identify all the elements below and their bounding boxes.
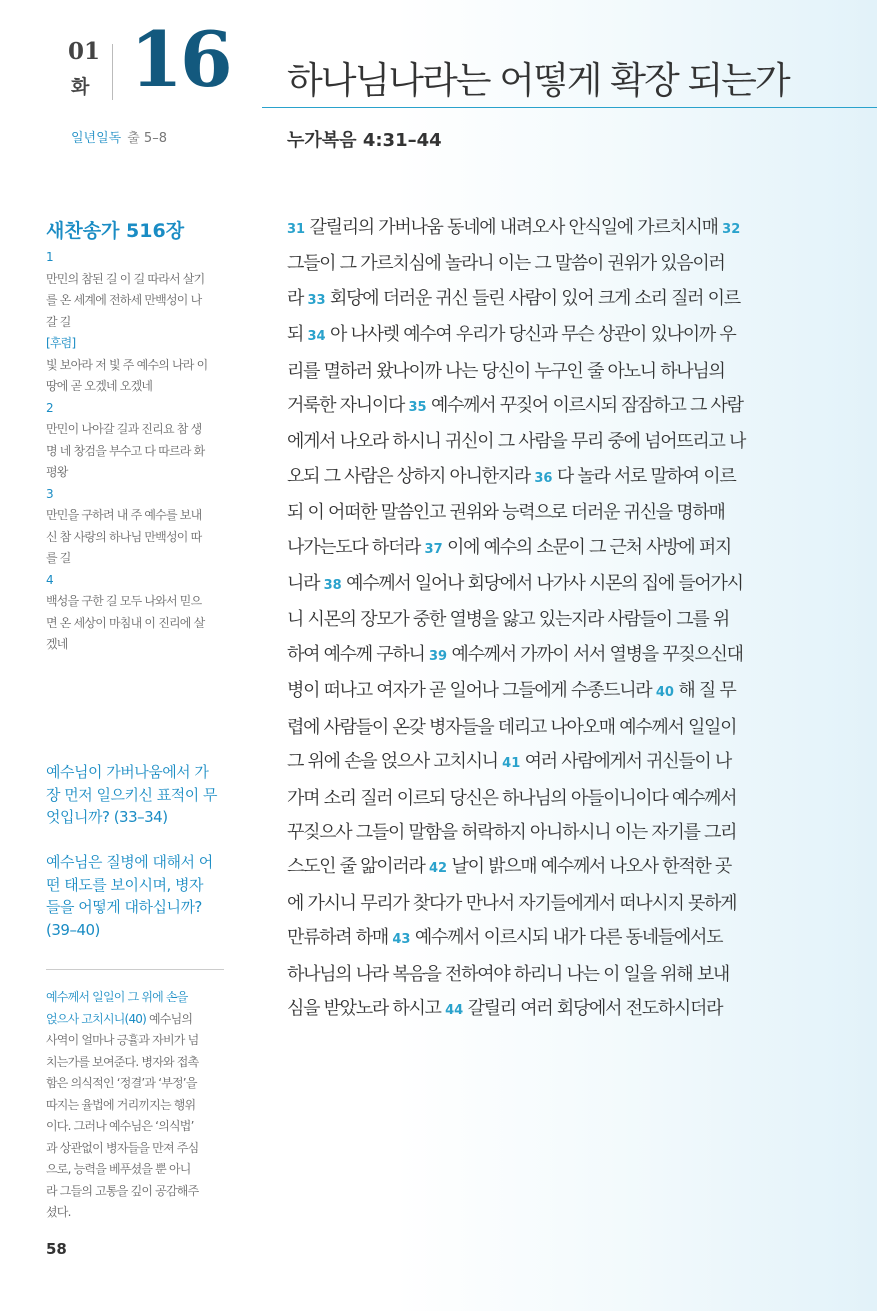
- verse-number: 34: [307, 329, 326, 345]
- text-segment: 심을 받았노라 하시고: [287, 997, 446, 1019]
- scripture-line: [287, 425, 792, 459]
- text-segment: 리를 멸하러 왔나이까 나는 당신이 누구인 줄 아노니 하나님의: [287, 360, 725, 382]
- yearly-reading-label: 일년일독: [71, 131, 122, 146]
- scripture-line: [287, 318, 792, 354]
- date-divider: [112, 44, 113, 100]
- scripture-line: [287, 355, 792, 389]
- question-line: 엇입니까? (33–34): [46, 808, 168, 826]
- text-segment: 갈릴리 여러 회당에서 전도하시더라: [463, 997, 723, 1019]
- question-line: 예수님은 질병에 대해서 어: [46, 853, 213, 871]
- text-segment: 나가는도다 하더라: [287, 536, 425, 558]
- question-line: 예수님이 가버나움에서 가: [46, 763, 209, 781]
- text-segment: 하여 예수께 구하니: [287, 643, 429, 665]
- scripture-line: [287, 389, 792, 425]
- stanza-number: [후렴]: [46, 336, 76, 350]
- yearly-reading: [71, 127, 167, 146]
- scripture-line: [287, 958, 792, 992]
- text-segment: 에 가시니 무리가 찾다가 만나서 자기들에게서 떠나시지 못하게: [287, 892, 737, 914]
- scripture-line: [287, 782, 792, 816]
- hymn-line: [46, 269, 226, 291]
- hymn-line: [46, 462, 226, 484]
- scripture-line: [287, 496, 792, 530]
- text-segment: 겠네: [46, 637, 68, 651]
- hymn-line: [46, 398, 226, 420]
- text-segment: 평왕: [46, 465, 68, 479]
- verse-number: 33: [307, 292, 326, 308]
- text-segment: 만민을 구하려 내 주 예수를 보내: [46, 508, 202, 522]
- text-segment: 사역이 얼마나 긍휼과 자비가 넘: [46, 1033, 199, 1047]
- sidebar-divider: [46, 969, 224, 970]
- hymn-line: [46, 591, 226, 613]
- yearly-reading-value: 출 5–8: [127, 131, 167, 146]
- question-line: 들을 어떻게 대하십니까?: [46, 898, 202, 916]
- hymn-line: [46, 376, 226, 398]
- verse-number: 43: [392, 932, 411, 948]
- text-segment: 그 위에 손을 얹으사 고치시니: [287, 751, 503, 773]
- text-segment: 빛 보아라 저 빛 주 예수의 나라 이: [46, 357, 208, 372]
- text-segment: 예수께서 이르시되 내가 다른 동네들에서도: [410, 927, 723, 949]
- text-segment: 꾸짖으사 그들이 말함을 허락하지 아니하시니 이는 자기를 그리: [287, 821, 737, 843]
- text-segment: 오되 그 사람은 상하지 아니한지라: [287, 465, 535, 487]
- verse-number: 40: [655, 685, 674, 701]
- commentary-line: [46, 1009, 226, 1031]
- hymn-line: [46, 441, 226, 463]
- hymn-title: 새찬송가 516장: [46, 220, 185, 242]
- text-segment: 예수님의: [146, 1011, 193, 1026]
- question-1: [46, 761, 228, 829]
- text-segment: 라 그들의 고통을 깊이 공감해주: [46, 1183, 199, 1198]
- verse-number: 31: [287, 222, 306, 237]
- hymn-line: [46, 548, 226, 570]
- text-segment: 으로, 능력을 베푸셨을 뿐 아니: [46, 1162, 191, 1176]
- verse-number: 44: [445, 1002, 464, 1018]
- scripture-line: [287, 247, 792, 281]
- hymn-line: [46, 505, 226, 527]
- text-segment: 함은 의식적인 ‘정결’과 ‘부정’을: [46, 1076, 197, 1090]
- hymn-line: [46, 419, 226, 441]
- highlight-text: 예수께서 일일이 그 위에 손을: [46, 990, 188, 1004]
- commentary-line: [46, 1116, 226, 1138]
- scripture-line: [287, 887, 792, 921]
- text-segment: 예수께서 일어나 회당에서 나가사 시몬의 집에 들어가시: [341, 573, 743, 595]
- hymn-line: [46, 312, 226, 334]
- verse-number: 32: [722, 222, 741, 237]
- page-title: 하나님나라는 어떻게 확장 되는가: [287, 59, 789, 102]
- commentary-line: [46, 1052, 226, 1074]
- text-segment: 렵에 사람들이 온갖 병자들을 데리고 나아오매 예수께서 일일이: [287, 716, 737, 738]
- hymn-line: [46, 484, 226, 506]
- verse-number: 37: [424, 541, 443, 557]
- header-divider: [262, 107, 877, 108]
- text-segment: 따지는 율법에 거리끼지는 행위: [46, 1097, 196, 1112]
- text-segment: 되 이 어떠한 말씀인고 권위와 능력으로 더러운 귀신을 명하매: [287, 502, 725, 524]
- scripture-line: [287, 603, 792, 637]
- text-segment: 그들이 그 가르치심에 놀라니 이는 그 말씀이 권위가 있음이러: [287, 253, 725, 275]
- stanza-number: 1: [46, 250, 53, 264]
- verse-number: 35: [408, 400, 427, 416]
- text-segment: 를 온 세계에 전하세 만백성이 나: [46, 293, 202, 307]
- commentary-line: [46, 1073, 226, 1095]
- text-segment: 이에 예수의 소문이 그 근처 사방에 퍼지: [442, 536, 731, 558]
- verse-number: 38: [323, 578, 342, 594]
- text-segment: 과 상관없이 병자들을 만져 주심: [46, 1140, 199, 1155]
- stanza-number: 4: [46, 572, 53, 587]
- commentary-line: [46, 1202, 226, 1224]
- hymn-line: [46, 333, 226, 355]
- text-segment: 하나님의 나라 복음을 전하여야 하리니 나는 이 일을 위해 보내: [287, 963, 729, 985]
- commentary-line: [46, 1030, 226, 1052]
- text-segment: 치는가를 보여준다. 병자와 접촉: [46, 1054, 199, 1069]
- text-segment: 만민의 참된 길 이 길 따라서 살기: [46, 271, 205, 286]
- scripture-line: [287, 638, 792, 674]
- text-segment: 백성을 구한 길 모두 나와서 믿으: [46, 594, 202, 608]
- text-segment: 갈 길: [46, 314, 71, 329]
- text-segment: 다 놀라 서로 말하여 이르: [552, 465, 736, 487]
- text-segment: 명 네 창검을 부수고 다 따르라 화: [46, 443, 205, 458]
- scripture-line: [287, 816, 792, 850]
- text-segment: 병이 떠나고 여자가 곧 일어나 그들에게 수종드니라: [287, 680, 656, 702]
- hymn-line: [46, 355, 226, 377]
- question-2: [46, 851, 228, 941]
- commentary-line: [46, 1159, 226, 1181]
- hymn-line: [46, 247, 226, 269]
- text-segment: 아 나사렛 예수여 우리가 당신과 무슨 상관이 있나이까 우: [325, 324, 736, 346]
- text-segment: 스도인 줄 앎이러라: [287, 856, 429, 878]
- text-segment: 갈릴리의 가버나움 동네에 내려오사 안식일에 가르치시매: [305, 217, 723, 238]
- text-segment: 라: [287, 287, 308, 309]
- scripture-line: [287, 531, 792, 567]
- hymn-line: [46, 634, 226, 656]
- date-day: 16: [130, 15, 230, 104]
- text-segment: 해 질 무: [673, 680, 736, 702]
- commentary: [46, 987, 226, 1224]
- text-segment: 회당에 더러운 귀신 들린 사람이 있어 크게 소리 질러 이르: [325, 287, 740, 309]
- verse-number: 41: [502, 756, 521, 772]
- text-segment: 만민이 나아갈 길과 진리요 참 생: [46, 422, 202, 436]
- commentary-line: [46, 987, 226, 1009]
- text-segment: 면 온 세상이 마침내 이 진리에 살: [46, 615, 205, 630]
- text-segment: 신 참 사랑의 하나님 만백성이 따: [46, 529, 202, 544]
- hymn-line: [46, 290, 226, 312]
- scripture-line: [287, 674, 792, 710]
- stanza-number: 2: [46, 400, 53, 415]
- question-line: (39–40): [46, 920, 100, 939]
- commentary-line: [46, 1138, 226, 1160]
- text-segment: 예수께서 가까이 서서 열병을 꾸짖으신대: [447, 643, 743, 665]
- highlight-text: 얹으사 고치시니(40): [46, 1011, 146, 1026]
- verse-number: 36: [534, 470, 553, 486]
- scripture-line: [287, 567, 792, 603]
- commentary-line: [46, 1095, 226, 1117]
- text-segment: 만류하려 하매: [287, 927, 393, 949]
- text-segment: 니 시몬의 장모가 중한 열병을 앓고 있는지라 사람들이 그를 위: [287, 609, 729, 631]
- text-segment: 되: [287, 324, 308, 346]
- text-segment: 이다. 그러나 예수님은 ‘의식법’: [46, 1119, 194, 1133]
- scripture-line: [287, 992, 792, 1028]
- scripture-line: [287, 745, 792, 781]
- scripture-line: [287, 282, 792, 318]
- date-day-of-week: 화: [71, 76, 90, 98]
- text-segment: 땅에 곧 오겠네 오겠네: [46, 379, 153, 393]
- text-segment: 가며 소리 질러 이르되 당신은 하나님의 아들이니이다 예수께서: [287, 787, 737, 809]
- scripture-line: [287, 711, 792, 745]
- text-segment: 예수께서 꾸짖어 이르시되 잠잠하고 그 사람: [426, 395, 743, 417]
- hymn-line: [46, 570, 226, 592]
- verse-number: 42: [428, 861, 448, 877]
- hymn-lyrics: [46, 247, 226, 656]
- text-segment: 에게서 나오라 하시니 귀신이 그 사람을 무리 중에 넘어뜨리고 나: [287, 431, 746, 453]
- hymn-line: [46, 527, 226, 549]
- question-line: 떤 태도를 보이시며, 병자: [46, 875, 203, 894]
- scripture-line: [287, 460, 792, 496]
- question-line: 장 먼저 일으키신 표적이 무: [46, 785, 217, 804]
- text-segment: 니라: [287, 573, 324, 595]
- commentary-line: [46, 1181, 226, 1203]
- page-number: 58: [46, 1240, 67, 1258]
- scripture-line: [287, 211, 792, 247]
- scripture-text: [287, 211, 792, 1028]
- text-segment: 거룩한 자니이다: [287, 395, 409, 417]
- text-segment: 날이 밝으매 예수께서 나오사 한적한 곳: [447, 856, 731, 878]
- text-segment: 를 길: [46, 551, 71, 565]
- stanza-number: 3: [46, 486, 53, 501]
- scripture-line: [287, 850, 792, 886]
- text-segment: 여러 사람에게서 귀신들이 나: [520, 751, 732, 773]
- date-month: 01: [68, 38, 101, 65]
- hymn-line: [46, 613, 226, 635]
- passage-reference: 누가복음 4:31–44: [287, 130, 442, 151]
- scripture-line: [287, 921, 792, 957]
- text-segment: 셨다.: [46, 1205, 71, 1219]
- verse-number: 39: [428, 648, 448, 664]
